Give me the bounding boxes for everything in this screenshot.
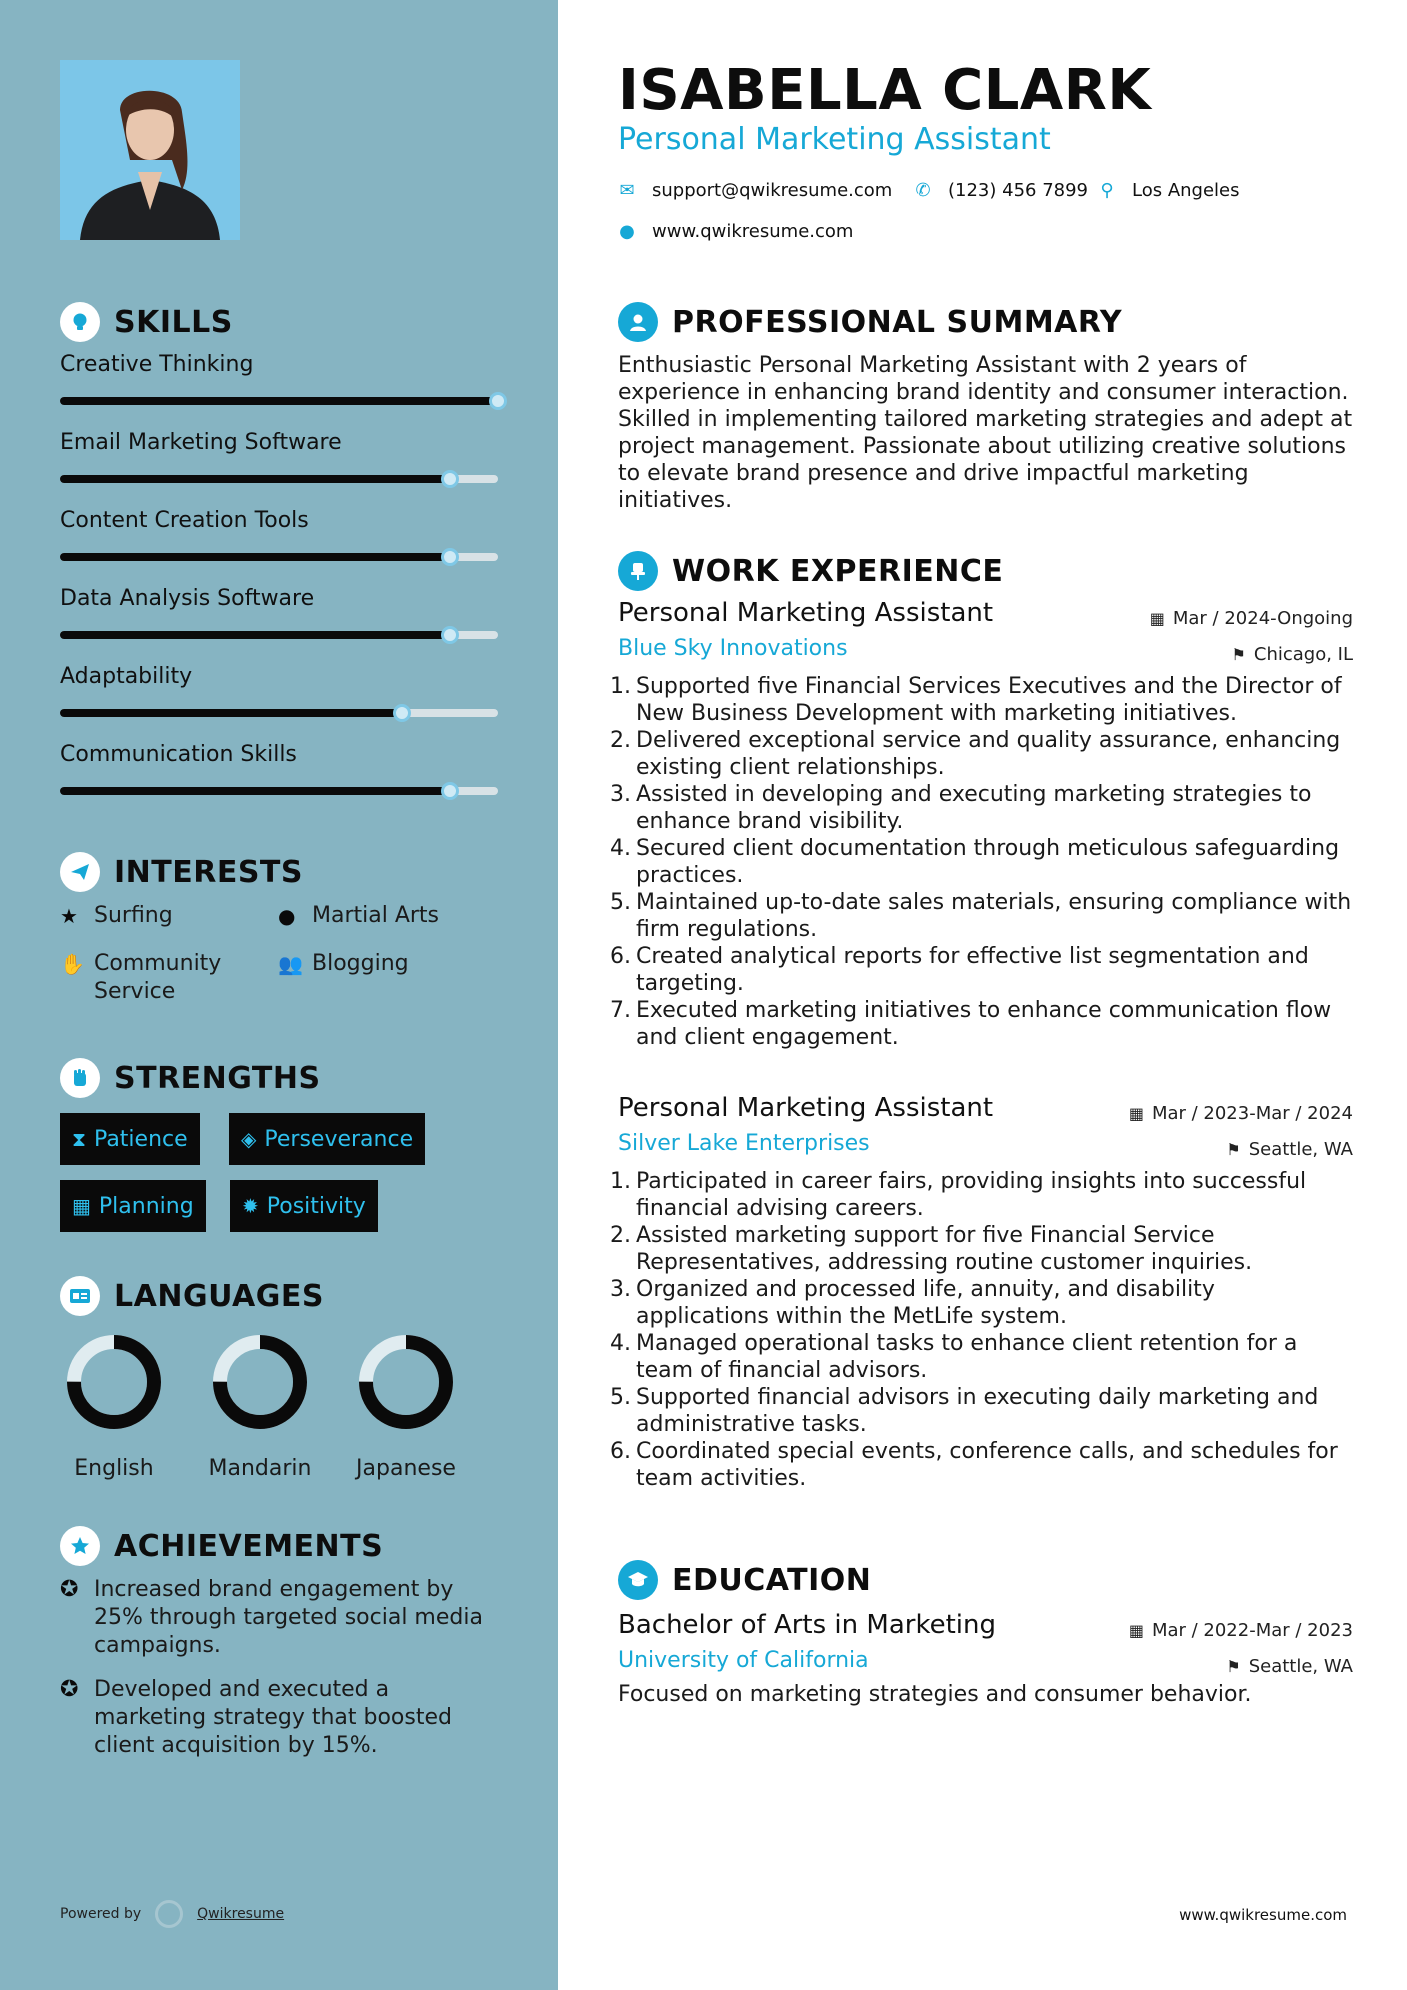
strength-tag <box>60 1113 200 1165</box>
skill-bar <box>60 397 498 405</box>
achievement-text: Developed and executed a marketing strategy that boosted client acquisition by 15%. <box>94 1677 452 1758</box>
job-bullet: 6. Coordinated special events, conference calls, and schedules for team activities. <box>618 1438 1353 1492</box>
job-bullet: 4. Managed operational tasks to enhance client retention for a team of financial advisors. <box>618 1330 1353 1384</box>
job-bullet: 2. Assisted marketing support for five Financial Service Representatives, addressing routine customer inquiries. <box>618 1222 1353 1276</box>
skill-bar <box>60 553 498 561</box>
office-chair-icon <box>618 551 658 591</box>
job-bullet: 3. Assisted in developing and executing marketing strategies to enhance brand visibility. <box>618 781 1353 835</box>
footer-website[interactable]: www.qwikresume.com <box>1179 1906 1347 1924</box>
job-entry <box>610 598 1353 1058</box>
education-dates <box>1129 1620 1353 1641</box>
language-label: English <box>74 1456 154 1481</box>
skill-name: Creative Thinking <box>60 352 254 377</box>
candidate-name: ISABELLA CLARK <box>618 58 1152 123</box>
powered-by <box>60 1900 284 1928</box>
location-text: Los Angeles <box>1132 180 1240 201</box>
strengths-header <box>60 1058 500 1098</box>
job-bullet-text: Supported five Financial Services Executives and the Director of New Business Development with marketing initiatives. <box>636 674 1342 726</box>
summary-text: Enthusiastic Personal Marketing Assistant with 2 years of experience in enhancing brand identity and consumer interaction. Skilled in implementing tailored marketing strategies and adept at project management. Passionate about utilizing creative solutions to elevate brand presence and drive impactful marketing initiatives. <box>618 353 1353 513</box>
job-location-text: Seattle, WA <box>1248 1139 1353 1160</box>
interests-title: INTERESTS <box>114 854 303 890</box>
skill-knob <box>441 470 459 488</box>
strength-label: Perseverance <box>264 1126 414 1152</box>
users-icon: 👥 <box>278 952 303 976</box>
skill-bar <box>60 475 498 483</box>
languages-title: LANGUAGES <box>114 1278 324 1314</box>
pushpin-icon: ⚑ <box>1231 645 1246 664</box>
pushpin-icon: ⚑ <box>1226 1657 1241 1676</box>
interest-label: Surfing <box>94 903 173 928</box>
job-bullet-text: Participated in career fairs, providing insights into successful financial advising careers. <box>636 1169 1307 1221</box>
skill-bar <box>60 709 498 717</box>
phone-icon: ✆ <box>915 180 931 201</box>
language-ring <box>356 1332 456 1432</box>
job-bullet-text: Secured client documentation through meticulous safeguarding practices. <box>636 836 1340 888</box>
skill-item <box>60 742 500 820</box>
job-bullet: 3. Organized and processed life, annuity, and disability applications within the MetLife system. <box>618 1276 1353 1330</box>
phone-contact[interactable] <box>914 180 1088 201</box>
job-bullet-text: Maintained up-to-date sales materials, ensuring compliance with firm regulations. <box>636 890 1352 942</box>
fist-icon <box>60 1058 100 1098</box>
job-bullet-text: Created analytical reports for effective list segmentation and targeting. <box>636 944 1309 996</box>
calendar-icon: ▦ <box>72 1194 91 1218</box>
interest-item <box>60 950 250 1006</box>
strengths-title: STRENGTHS <box>114 1060 321 1096</box>
summary-header <box>618 302 1353 342</box>
graduation-cap-icon <box>618 1560 658 1600</box>
languages-section <box>60 1276 500 1316</box>
skills-list <box>60 352 500 820</box>
skill-knob <box>441 548 459 566</box>
qwikresume-logo-icon <box>155 1900 183 1928</box>
calendar-icon: ▦ <box>1128 1621 1144 1640</box>
skills-section <box>60 302 500 342</box>
achievements-header <box>60 1526 500 1566</box>
job-bullets <box>610 1168 1353 1492</box>
language-label: Japanese <box>356 1456 456 1481</box>
phone-text: (123) 456 7899 <box>948 180 1089 201</box>
profile-photo <box>60 60 240 240</box>
strength-tag <box>60 1180 206 1232</box>
skill-fill <box>60 787 450 795</box>
experience-title: WORK EXPERIENCE <box>672 553 1004 589</box>
sidebar <box>0 0 558 1990</box>
hand-icon: ✋ <box>60 952 85 976</box>
skills-title: SKILLS <box>114 304 233 340</box>
language-item <box>356 1332 456 1481</box>
strength-label: Patience <box>94 1126 188 1152</box>
paper-plane-icon <box>60 852 100 892</box>
job-bullet: 2. Delivered exceptional service and quality assurance, enhancing existing client relationships. <box>618 727 1353 781</box>
job-bullet-text: Supported financial advisors in executing daily marketing and administrative tasks. <box>636 1385 1319 1437</box>
skill-item <box>60 508 500 586</box>
job-bullet: 5. Supported financial advisors in executing daily marketing and administrative tasks. <box>618 1384 1353 1438</box>
achievement-item <box>60 1676 490 1760</box>
envelope-icon: ✉ <box>619 180 635 201</box>
job-bullet-text: Managed operational tasks to enhance client retention for a team of financial advisors. <box>636 1331 1298 1383</box>
job-dates-text: Mar / 2023-Mar / 2024 <box>1151 1103 1353 1124</box>
skill-name: Content Creation Tools <box>60 508 309 533</box>
degree-title: Bachelor of Arts in Marketing <box>618 1610 996 1640</box>
skill-name: Data Analysis Software <box>60 586 315 611</box>
map-pin-icon: ⚲ <box>1100 180 1114 201</box>
interest-item <box>278 950 409 978</box>
sun-icon: ✹ <box>242 1194 259 1218</box>
interests-section <box>60 852 500 892</box>
summary-title: PROFESSIONAL SUMMARY <box>672 304 1123 340</box>
interest-label: Martial Arts <box>312 903 440 928</box>
skill-knob <box>441 626 459 644</box>
skill-name: Communication Skills <box>60 742 297 767</box>
star-burst-icon: ✪ <box>60 1577 79 1602</box>
language-ring <box>210 1332 310 1432</box>
job-bullet-text: Assisted marketing support for five Financial Service Representatives, addressing routine customer inquiries. <box>636 1223 1253 1275</box>
job-bullet: 5. Maintained up-to-date sales materials, ensuring compliance with firm regulations. <box>610 890 1352 942</box>
experience-header <box>618 551 1353 591</box>
language-icon <box>60 1276 100 1316</box>
skill-item <box>60 586 500 664</box>
skill-fill <box>60 475 450 483</box>
education-header <box>618 1560 1353 1600</box>
job-entry <box>610 1093 1353 1513</box>
strength-label: Planning <box>98 1193 194 1219</box>
achievement-item <box>60 1576 490 1660</box>
skill-knob <box>393 704 411 722</box>
job-bullet-text: Delivered exceptional service and quality assurance, enhancing existing client relationships. <box>636 728 1341 780</box>
hourglass-icon: ⧗ <box>72 1127 87 1151</box>
job-title: Personal Marketing Assistant <box>618 1093 994 1123</box>
language-item <box>64 1332 164 1481</box>
education-dates-text: Mar / 2022-Mar / 2023 <box>1151 1620 1353 1641</box>
skill-fill <box>60 631 450 639</box>
education-section <box>618 1560 1353 1600</box>
skill-bar <box>60 631 498 639</box>
job-bullets <box>610 673 1353 1051</box>
languages-header <box>60 1276 500 1316</box>
skill-name: Adaptability <box>60 664 193 689</box>
user-icon <box>618 302 658 342</box>
trophy-star-icon <box>60 1526 100 1566</box>
skill-fill <box>60 553 450 561</box>
education-location-text: Seattle, WA <box>1248 1656 1353 1677</box>
website-text: www.qwikresume.com <box>652 221 854 242</box>
language-label: Mandarin <box>208 1456 312 1481</box>
strength-tag <box>230 1180 378 1232</box>
globe-icon: ● <box>278 904 296 928</box>
language-ring <box>64 1332 164 1432</box>
job-bullet: 6. Created analytical reports for effective list segmentation and targeting. <box>618 943 1353 997</box>
education-description: Focused on marketing strategies and consumer behavior. <box>618 1682 1252 1707</box>
achievements-title: ACHIEVEMENTS <box>114 1528 384 1564</box>
skill-item <box>60 664 500 742</box>
interest-label: Community Service <box>94 951 222 1004</box>
skill-fill <box>60 709 402 717</box>
achievement-text: Increased brand engagement by 25% through targeted social media campaigns. <box>94 1577 483 1658</box>
skill-knob <box>489 392 507 410</box>
job-bullet-text: Executed marketing initiatives to enhance communication flow and client engagement. <box>636 998 1332 1050</box>
location-contact <box>1098 180 1240 201</box>
interests-header <box>60 852 500 892</box>
qwikresume-link[interactable]: Qwikresume <box>197 1906 285 1922</box>
star-burst-icon: ✪ <box>60 1677 79 1702</box>
calendar-icon: ▦ <box>1128 1104 1144 1123</box>
job-bullet-text: Coordinated special events, conference calls, and schedules for team activities. <box>636 1439 1338 1491</box>
email-contact[interactable] <box>618 180 892 201</box>
job-location-text: Chicago, IL <box>1253 644 1353 665</box>
job-bullet-text: Assisted in developing and executing marketing strategies to enhance brand visibility. <box>636 782 1312 834</box>
powered-by-label: Powered by <box>60 1906 142 1922</box>
lightbulb-icon <box>60 302 100 342</box>
skill-bar <box>60 787 498 795</box>
skill-item <box>60 352 500 430</box>
job-location <box>1232 644 1353 665</box>
star-icon: ★ <box>60 904 78 928</box>
email-text: support@qwikresume.com <box>652 180 893 201</box>
skill-fill <box>60 397 498 405</box>
achievements-section <box>60 1526 500 1566</box>
strength-label: Positivity <box>266 1193 366 1219</box>
strength-tag <box>229 1113 425 1165</box>
experience-section <box>618 551 1353 591</box>
education-entry <box>618 1610 1353 1708</box>
skill-item <box>60 430 500 508</box>
interest-item <box>278 902 439 930</box>
job-bullet: 4. Secured client documentation through meticulous safeguarding practices. <box>618 835 1353 889</box>
skills-header <box>60 302 500 342</box>
language-item <box>210 1332 310 1481</box>
binoculars-icon: ◈ <box>241 1127 257 1151</box>
skill-knob <box>441 782 459 800</box>
job-dates <box>1150 608 1353 629</box>
summary-section <box>618 302 1353 514</box>
interest-label: Blogging <box>312 951 409 976</box>
job-company: Blue Sky Innovations <box>618 636 848 661</box>
education-title: EDUCATION <box>672 1562 872 1598</box>
main-content <box>558 0 1407 1990</box>
job-location <box>1226 1139 1353 1160</box>
candidate-title: Personal Marketing Assistant <box>618 122 1051 157</box>
website-contact[interactable] <box>618 221 853 242</box>
globe-icon: ● <box>619 221 635 242</box>
strengths-section <box>60 1058 500 1098</box>
job-bullet: 1. Participated in career fairs, providing insights into successful financial advising careers. <box>618 1168 1353 1222</box>
job-company: Silver Lake Enterprises <box>618 1131 870 1156</box>
job-title: Personal Marketing Assistant <box>618 598 994 628</box>
job-dates-text: Mar / 2024-Ongoing <box>1172 608 1353 629</box>
job-bullet-text: Organized and processed life, annuity, and disability applications within the MetLife system. <box>636 1277 1215 1329</box>
school-name: University of California <box>618 1648 869 1673</box>
skill-name: Email Marketing Software <box>60 430 342 455</box>
interest-item <box>60 902 173 930</box>
job-bullet: 1. Supported five Financial Services Executives and the Director of New Business Development with marketing initiatives. <box>618 673 1353 727</box>
pushpin-icon: ⚑ <box>1226 1140 1241 1159</box>
calendar-icon: ▦ <box>1149 609 1165 628</box>
education-location <box>1226 1656 1353 1677</box>
job-dates <box>1129 1103 1353 1124</box>
job-bullet: 7. Executed marketing initiatives to enhance communication flow and client engagement. <box>618 997 1353 1051</box>
